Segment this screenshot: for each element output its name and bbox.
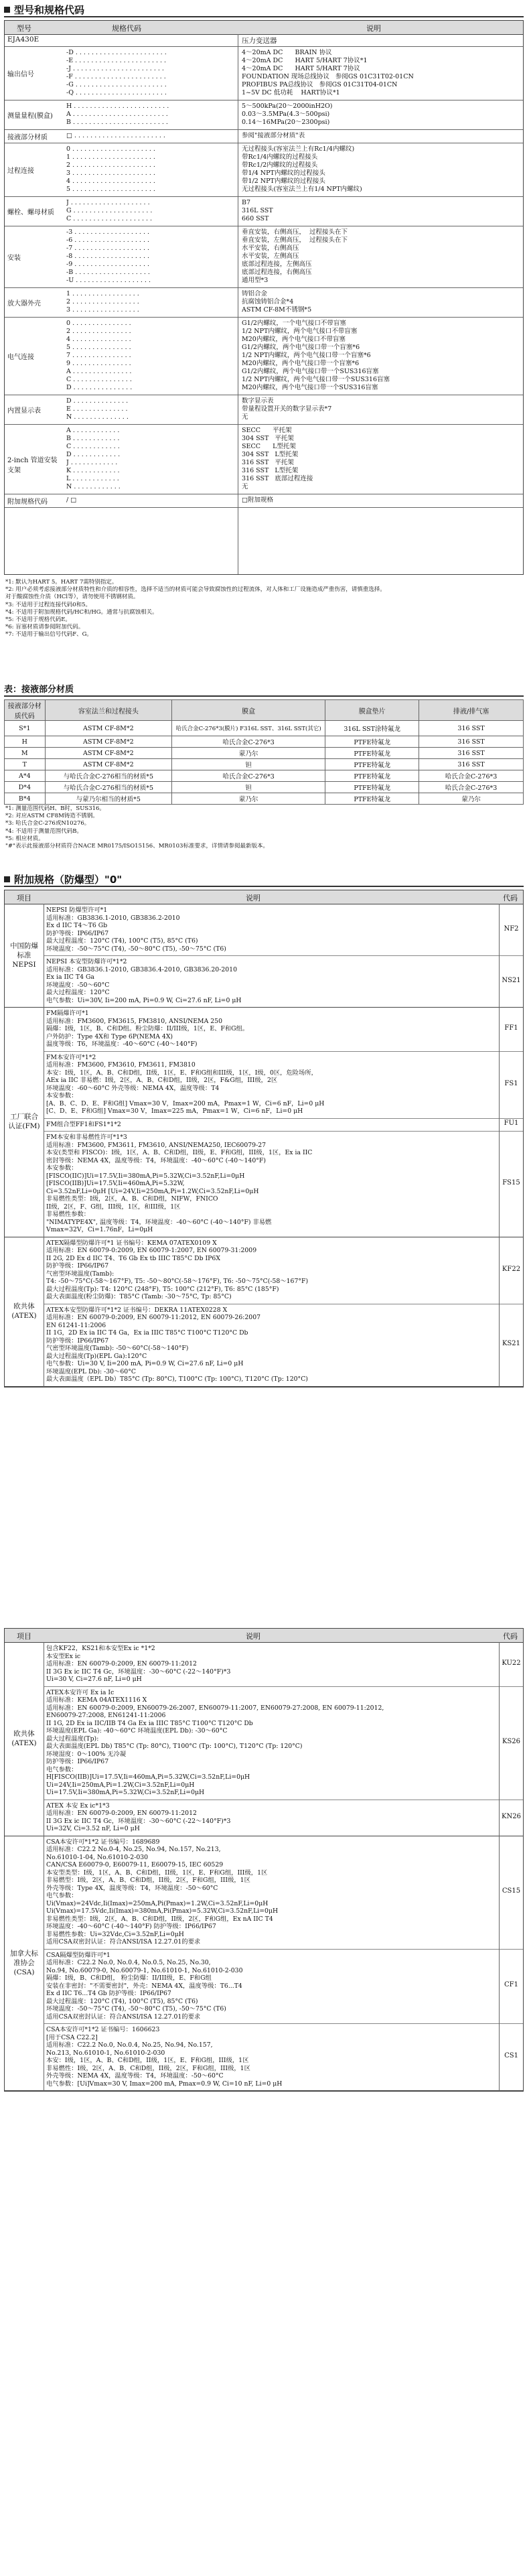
description-line: 环境温度：-50～75°C (T4), -50～80°C (T5), -50～75°C (T6) [46, 945, 226, 953]
description-line: 适用标准：GB3836.1-2010, GB3836.2-2010 [46, 914, 180, 922]
table-cell: 316L SST涂特氟龙 [325, 721, 419, 736]
footnote: *1: 测量范围代码H、B时，SUS316。 [5, 805, 105, 812]
column-header: 膜盒垫片 [325, 700, 419, 721]
row-label: 附加规格代码 [7, 498, 48, 506]
table-row [5, 287, 523, 318]
description-line: ATEX隔爆型防爆许可*1 证书编号：KEMA 07ATEX0109 X [46, 1239, 217, 1247]
description-line: II 3G Ex ic IIC T4 Gc，环境温度：-30～60°C (-22～140°F)*3 [46, 1668, 231, 1676]
option-code: KS26 [502, 1738, 521, 1745]
spec-codes: -3 . . . . . . . . . . . . . . . . . . . -6 . . . . . . . . . . . . . . . . . . . -7 . . . . . . . . . . . . . . . . . . . -8 . . . . . . . . . . . . . . . . . . . -9 . . . . . . . . . . . . . . . . . . . -B . . . . . . . . . . . . . . . . . . . -U . . . . . . . . . . . . . . . . . . . [66, 228, 151, 284]
table-cell: T [5, 759, 46, 770]
description-line: 适用标准：FM3600, FM3611, FM3610, ANSI/NEMA250, IEC60079-27 [46, 1141, 267, 1149]
table-row [5, 721, 524, 736]
description-line: FM隔爆许可*1 [46, 1010, 89, 1017]
table-cell: 蒙乃尔 [172, 793, 325, 805]
description-line: 最大表面温度(EPL Db) T85°C (Tp: 80°C), T100°C (Tp: 100°C), T120°C (Tp: 120°C) [46, 1743, 303, 1750]
description-line: FM组合型FF1和FS1*1*2 [46, 1120, 121, 1128]
description-line: ATEX 本安 Ex ic*1*3 [46, 1802, 110, 1810]
footnotes [5, 805, 522, 850]
description-line: 环境温度：-50～60°C [46, 981, 110, 989]
description-line: 适用标准：KEMA 04ATEX1116 X [46, 1696, 147, 1704]
bullet-square-icon [4, 7, 10, 13]
description-line: [A、B、C、D、E、F和G组] Vmax=30 V，Imax=200 mA，Pmax=1 W，Ci=6 nF，Li=0 μH [46, 1099, 325, 1107]
row-label: 输出信号 [7, 71, 34, 78]
footnote-nace: "#"表示此接液部分材质符合NACE MR0175/ISO15156、MR0103标准要求，详情请参阅最新版本。 [5, 843, 269, 850]
description-line: 安装在非密封："不需要密封"，外壳：NEMA 4X，温度等级：T6...T4 [46, 1982, 242, 1990]
row-divider [44, 1118, 523, 1119]
table-row [5, 424, 523, 494]
description-line: 防护等级：IP66/IP67 [46, 929, 109, 937]
description-line: Ex d IIC T4～T6 Gb [46, 922, 108, 929]
description-line: Vmax=32V，Ci=1.76nF，Li=0μH [46, 1226, 153, 1233]
row-label: 测量量程(膜盒) [7, 113, 53, 120]
footnote: *6: 盲塞材质请参阅附加代码。 [5, 624, 84, 631]
footnotes [5, 579, 522, 639]
table-cell: S*1 [5, 721, 46, 736]
section-title: 表：接液部分材质 [4, 685, 74, 695]
spec-description: 4～20mA DC BRAIN 协议 4～20mA DC HART 5/HART 7协议*1 4～20mA DC HART 5/HART 7协议 FOUNDATION 现场总线协议 参阅GS 01C31T02-01CN PROFIBUS PA总线协议 参阅GS 01C31T04-01CN 1~5V DC 低功耗 HART协议*1 [242, 49, 414, 96]
option-description [46, 958, 495, 1004]
option-description [46, 1054, 495, 1115]
table-cell: A*4 [5, 770, 46, 782]
row-divider [44, 1686, 523, 1687]
spec-codes: D . . . . . . . . . . . . . . E . . . . . . . . . . . . . . N . . . . . . . . . . . . . . [66, 397, 129, 421]
table-cell: PTFE特氟龙 [325, 770, 419, 782]
table-cell: 蒙乃尔 [172, 748, 325, 759]
option-code: CF1 [504, 1981, 518, 1989]
description-line: 非易燃性参数： [46, 1211, 90, 1218]
description-line: [用于CSA C22.2] [46, 2033, 98, 2041]
description-line: 环境温度：-60～60°C 外壳等级：NEMA 4X，温度等级：T4 [46, 1084, 220, 1092]
description-line: 户外防护：Type 4X和 Type 6P(NEMA 4X) [46, 1032, 173, 1040]
column-header: 排液/排气塞 [419, 700, 524, 721]
description-line: 温度等级：T6，环境温度：-40～60°C (-40～140°F) [46, 1040, 198, 1048]
spec-description: B7 316L SST 660 SST [242, 199, 273, 222]
table-cell: PTFE特氟龙 [325, 793, 419, 805]
footnote: *3: 不适用于过程连接代码0和5。 [5, 601, 92, 608]
description-line: 最大过程温度(Tp)(EPL Ga):120°C [46, 1352, 147, 1360]
table-row [5, 46, 523, 100]
spec-description: 数字显示表 带量程设置开关的数字显示表*7 无 [242, 397, 332, 421]
table-cell: PTFE特氟龙 [325, 782, 419, 793]
table-row [5, 793, 524, 805]
section-model-codes [4, 3, 524, 679]
description-line: 适用标准：FM3600, FM3615, FM3810, ANSI/NEMA 250 [46, 1017, 222, 1025]
table-row [5, 759, 524, 770]
description-line: 适用标准：C22.2 No.0-4, No.25, No.94, No.157, No.213, [46, 1846, 221, 1853]
table-cell: 316 SST [419, 736, 524, 748]
table-header: 项目 说明 代码 [5, 890, 523, 904]
divider [4, 886, 524, 887]
group-label: 中国防爆标准NEPSI [10, 942, 38, 969]
description-line: 环境温度(EPL Ga): -40～60°C 环境温度(EPL Db): -30～60°C [46, 1727, 228, 1735]
row-divider [44, 955, 523, 956]
description-line: 最大过程温度(Tp): [46, 1735, 99, 1743]
section-wetted-parts [4, 682, 524, 850]
row-divider [44, 2023, 523, 2024]
description-line: AEx ia IIC 非易燃：I级，2区，A、B、C和D组，II级，2区，F&G组，III级，2区 [46, 1077, 278, 1084]
description-line: 适用标准：EN 60079-0:2009, EN60079-26:2007, EN60079-11:2007, EN60079-27:2008, EN 60079-11:2012, [46, 1704, 384, 1712]
description-line: 环境温度：-50～75°C (T4), -50～80°C (T5), -50～75°C (T6) [46, 2005, 226, 2013]
spec-codes: 0 . . . . . . . . . . . . . . . . . . . . . 1 . . . . . . . . . . . . . . . . . . . . . 2 . . . . . . . . . . . . . . . . . . . . . 3 . . . . . . . . . . . . . . . . . . . . . 4 . . . . . . . . . . . . . . . . . . . . . 5 . . . . . . . . . . . . . . . . . . . . . [66, 145, 155, 193]
description-line: 非易燃性类型：I级，2区，A、B、C和D组，II级，2区，F和G组，Ex nA IIC T4 [46, 1915, 273, 1923]
option-code: KN26 [502, 1812, 521, 1820]
table-row-model: EJA430E 压力变送器 [5, 34, 523, 47]
description-line: Ui=30 V, Ci=27.6 nF, Li=0 μH [46, 1676, 142, 1683]
column-header: 容室法兰和过程接头 [45, 700, 171, 721]
description-line: 防护等级：IP66/IP67 [46, 1758, 109, 1765]
row-divider [44, 1949, 523, 1950]
section-title: 型号和规格代码 [4, 3, 84, 17]
option-description [46, 1010, 495, 1048]
description-line: 本安型Ex ic [46, 1652, 81, 1660]
description-line: Ui(Vmax)=17.5Vdc,Ii(Imax)=380mA,Pi(Pmax)=5.32W,Ci=3.52nF,Li=0μH [46, 1907, 279, 1915]
option-code: CS1 [504, 2052, 518, 2059]
row-label: 电气连接 [7, 354, 34, 361]
table-cell: M [5, 748, 46, 759]
footnote: *1: 默认为HART 5。HART 7需特别指定。 [5, 579, 118, 586]
description-line: Ci=3.52nF,Li=0μH [Ui=24V,Ii=250mA,Pi=1.2W,Ci=3.52nF,Li=0μH [46, 1187, 259, 1195]
footnote: *7: 不适用于输出信号代码F、G。 [5, 631, 92, 638]
table-cell: 316 SST [419, 759, 524, 770]
table-row [5, 770, 524, 782]
description-line: NEPSI 防爆型许可*1 [46, 906, 108, 914]
row-label: 内置显示表 [7, 407, 41, 415]
description-line: 本安：I级，1区，A、B、C和D组，II级，1区，E、F和G组，III级，1区 [46, 2057, 249, 2064]
table-cell: 与哈氏合金C-276相当的材质*5 [45, 770, 171, 782]
description-line: [FISCO(IIB)]Ui=17.5V,Ii=460mA,Pi=5.32W, [46, 1180, 185, 1187]
row-label: 2-inch 管道安装支架 [7, 457, 58, 474]
description-line: 非易燃性参数：Ui=32Vdc,Ci=3.52nF,Li=0μH [46, 1930, 184, 1938]
row-divider [44, 1131, 523, 1132]
table-header: 项目 说明 代码 [5, 1629, 523, 1643]
option-code: NS21 [502, 976, 521, 984]
description-line: ATEX本安许可 Ex ia Ic [46, 1688, 115, 1696]
spec-description: 参阅"接液部分材质"表 [242, 132, 305, 139]
description-line: "NIMATYPE4X", 温度等级：T4，环境温度：-40～60°C (-40～140°F) 非易燃 [46, 1218, 272, 1226]
description-line: 隔爆：I级，B、C和D组， 粉尘防爆：II/III级，E、F和G组 [46, 1974, 212, 1982]
option-code: FU1 [504, 1120, 519, 1128]
table-row [5, 226, 523, 288]
description-line: 最大表面温度(粉尘防爆)：T85°C (Tamb: -30～75°C, Tp: 85°C) [46, 1293, 232, 1300]
column-divider [499, 904, 500, 1387]
description-line: 非易燃性类型：I级，2区，A、B、C和D组，NIFW，FNICO [46, 1195, 218, 1203]
option-code: KF22 [502, 1265, 521, 1273]
description-line: FM本安许可*1*2 [46, 1053, 96, 1061]
row-label: 安装 [7, 255, 21, 262]
divider [4, 16, 524, 17]
description-line: 最大过程温度(Tp): T4: 120°C (248°F), T5: 100°C (212°F), T6: 85°C (185°F) [46, 1285, 279, 1293]
option-description [46, 1689, 495, 1797]
description-line: 本安：I级，1区，A、B、C和D组，II级，1区，E、F和G组和III级，1区，I级，0区，危险场所， [46, 1069, 317, 1077]
description-line: 气密型环境温度(Tamb): -50～60°C(-58～140°F) [46, 1345, 189, 1352]
option-code: NF2 [504, 925, 519, 933]
footnote: *2: 对应ASTM CF8M铸造不锈钢。 [5, 813, 98, 820]
spec-description: G1/2内螺纹，一个电气接口不带盲塞 1/2 NPT内螺纹，两个电气接口不带盲塞 M20内螺纹，两个电气接口不带盲塞 G1/2内螺纹，两个电气接口带一个盲塞*6 1/2 NPT内螺纹，两个电气接口带一个盲塞*6 M20内螺纹，两个电气接口带一个盲塞*6 G1/2内螺纹，两个电气接口带一个SUS316盲塞 1/2 NPT内螺纹，两个电气接口带一个SUS316盲塞 M20内螺纹，两个电气接口带一个SUS316盲塞 [242, 320, 390, 391]
ex-option-table [4, 890, 524, 1387]
description-line: Ui(Vmax)=24Vdc,Ii(Imax)=250mA,Pi(Pmax)=1.2W,Ci=3.52nF,Li=0μH [46, 1899, 269, 1907]
table-header [5, 21, 523, 35]
description-line: 外壳等级：NEMA 4X，温度等级：T4，环境温度：-50～60°C [46, 2072, 224, 2080]
table-cell: H [5, 736, 46, 748]
table-row [5, 748, 524, 759]
description-line: 电气参数：Ui=30 V, Ii=200 mA, Pi=0.9 W, Ci=27.6 nF, Li=0 μH [46, 1360, 244, 1367]
description-line: 适用标准：EN 60079-0:2009, EN 60079-1:2007, EN 60079-31:2009 [46, 1247, 257, 1254]
description-line: 电气参数：[Ui]Vmax=30 V, Imax=200 mA, Pmax=0.9 W, Ci=10 nF, Li=0 μH [46, 2080, 283, 2088]
description-line: Ui=17.5V,Ii=380mA,Pi=5.32W,Ci=3.52nF,Li=0μH [46, 1789, 205, 1796]
spec-description: SECC 平托架 304 SST 平托架 SECC L型托架 304 SST L型托架 316 SST 平托架 316 SST L型托架 316 SST 底部过程连接 无 [242, 427, 313, 490]
table-cell: 哈氏合金C-276*3 [172, 736, 325, 748]
wetted-material-table [4, 699, 524, 805]
description-line: FM本安和非易燃性许可*1*3 [46, 1134, 127, 1141]
group-label: 加拿大标准协会(CSA) [10, 1949, 38, 1976]
table-cell: 316 SST [419, 721, 524, 736]
table-row [5, 129, 523, 143]
description-line: 适用CSA双密封认证：符合ANSI/ISA 12.27.01的要求 [46, 2013, 201, 2021]
table-cell: ASTM CF-8M*2 [45, 721, 171, 736]
description-line: 本安参数： [46, 1164, 78, 1172]
spec-codes: 0 . . . . . . . . . . . . . . . 2 . . . . . . . . . . . . . . . 4 . . . . . . . . . . . . . . . 5 . . . . . . . . . . . . . . . 7 . . . . . . . . . . . . . . . 9 . . . . . . . . . . . . . . . A . . . . . . . . . . . . . . . C . . . . . . . . . . . . . . . D . . . . . . . . . . . . . . . [66, 320, 133, 391]
description-line: CSA本安许可*1*2 证书编号：1689689 [46, 1838, 160, 1846]
option-description [46, 1239, 495, 1301]
description-line: 防护等级：IP66/IP67 [46, 1337, 109, 1345]
option-code: KU22 [502, 1659, 521, 1667]
option-code: KS21 [502, 1340, 521, 1347]
table-cell: ASTM CF-8M*2 [45, 759, 171, 770]
description-line: II 3G Ex ic IIC T4 Gc，环境温度：-30～60°C (-22～140°F)*3 [46, 1817, 231, 1825]
table-cell: PTFE特氟龙 [325, 759, 419, 770]
spec-codes: H . . . . . . . . . . . . . . . . . . . . . . . . A . . . . . . . . . . . . . . . . . . . . . . . . B . . . . . . . . . . . . . . . . . . . . . . . . [66, 103, 169, 126]
option-code: FF1 [504, 1024, 518, 1032]
description-line: 适用标准：FM3600, FM3610, FM3611, FM3810 [46, 1061, 196, 1069]
description-line: 非易燃型：I级，2区，A、B、C和D组，II级，2区，F和G组，III级，1区 [46, 1877, 250, 1884]
row-label: 螺栓、螺母材质 [7, 209, 54, 216]
option-description [46, 906, 495, 953]
description-line: CSA本安许可*1*2 证书编号：1606623 [46, 2026, 160, 2033]
option-description [46, 1134, 495, 1234]
table-row [5, 317, 523, 395]
description-line: Ex ia IIC T4 Ga [46, 973, 94, 981]
option-description [46, 1952, 495, 2021]
spec-description: 5～500kPa(20～2000inH2O) 0.03～3.5MPa(4.3～500psi) 0.14～16MPa(20～2300psi) [242, 103, 333, 126]
table-cell: 316 SST [419, 748, 524, 759]
description-line: [C、D、E、F和G组] Vmax=30 V，Imax=225 mA，Pmax=1 W，Ci=6 nF，Li=0 μH [46, 1107, 303, 1115]
row-label: 接液部分材质 [7, 134, 48, 141]
table-cell: 哈氏合金C-276*3 [419, 770, 524, 782]
table-row [5, 736, 524, 748]
option-description [46, 1121, 495, 1129]
model-code-table [4, 20, 524, 575]
description-line: II 1G，2D Ex ia IIC T4 Ga，Ex ia IIIC T85°C T100°C T120°C Db [46, 1329, 248, 1337]
footnote: *5: 不适用于规格代码E。 [5, 616, 71, 624]
group-label: 欧共体(ATEX) [11, 1302, 37, 1320]
description-line: [FISCO(IIC)]Ui=17.5V,Ii=380mA,Pi=5.32W,Ci=3.52nF,Li=0μH [46, 1172, 245, 1180]
table-row [5, 494, 523, 508]
description-line: 环境温度(EPL Db): -30～60°C [46, 1367, 136, 1375]
spec-codes: / □ [66, 496, 77, 504]
description-line: EN 61241-11:2006 [46, 1321, 106, 1329]
ex-option-table-continued [4, 1628, 524, 2092]
footnote: *3: 哈氏合金C-276或N10276。 [5, 820, 90, 827]
footnote: 对于酸腐蚀性介质（HCl等），请勿使用不锈钢材质。 [5, 594, 139, 601]
description-line: 电气参数： [46, 1765, 78, 1773]
group-label: 欧共体(ATEX) [11, 1730, 37, 1748]
table-cell: PTFE特氟龙 [325, 748, 419, 759]
description-line: 隔爆：I级，1区，B、C和D组。粉尘防爆：II/III级，1区，E、F和G组。 [46, 1025, 249, 1032]
group-divider [5, 1386, 523, 1387]
column-divider [499, 1642, 500, 2091]
footnote: *4: 不适用于测量范围代码B。 [5, 827, 82, 835]
description-line: 本安参数： [46, 1092, 78, 1099]
description-line: 环境湿度：0～100% 无冷凝 [46, 1750, 127, 1758]
description-line: NEPSI 本安型防爆许可*1*2 [46, 958, 127, 965]
row-label: 过程连接 [7, 167, 34, 175]
description-line: 环境温度：-40～60°C (-40～140°F) 防护等级：IP66/IP67 [46, 1923, 216, 1930]
description-line: 本安型类型：I级，1区，A、B、C和D组，II级，1区，E、F和G组，III级，1区 [46, 1869, 268, 1877]
table-cell: B*4 [5, 793, 46, 805]
group-divider [5, 2090, 523, 2091]
footnote: *2: 用户必须考虑接液部分材质特性和介质的相容性，选择不适当的材质可能会导致腐蚀性的过程流体，对人体和工厂设施造成严重伤害，请慎重选择。 [5, 586, 386, 594]
table-row [5, 100, 523, 130]
spec-description: 垂直安装，右侧高压， 过程接头在下 垂直安装，左侧高压， 过程接头在下 水平安装，右侧高压 水平安装，左侧高压 底部过程连接，左侧高压 底部过程连接，右侧高压 通用型*3 [242, 228, 348, 284]
table-cell: 钽 [172, 782, 325, 793]
description-line: 密封等级：NEMA 4X，温度等级：T4，环境温度：-40～60°C (-40～140°F) [46, 1156, 266, 1164]
group-divider [5, 1007, 523, 1008]
option-description [46, 1645, 495, 1684]
table-cell: 哈氏合金C-276*3(膜片) F316L SST、316L SST(其它) [172, 721, 325, 736]
description-line: CAN/CSA E60079-0, E60079-11, E60079-15, IEC 60529 [46, 1861, 224, 1869]
table-cell: ASTM CF-8M*2 [45, 748, 171, 759]
description-line: EN60079-27:2008, EN61241-11:2006 [46, 1712, 166, 1719]
table-cell: ASTM CF-8M*2 [45, 736, 171, 748]
description-line: 电气参数： [46, 1892, 78, 1899]
description-line: No.213, No.61010-1, No.61010-2-030 [46, 2049, 165, 2057]
spec-codes: A . . . . . . . . . . . . B . . . . . . . . . . . . C . . . . . . . . . . . . D . . . . . . . . . . . . J . . . . . . . . . . . . K . . . . . . . . . . . . L . . . . . . . . . . . . N . . . . . . . . . . . . [66, 427, 121, 490]
option-description [46, 1802, 495, 1833]
column-header: 膜盒 [172, 700, 325, 721]
spec-codes: 1 . . . . . . . . . . . . . . . . . 2 . . . . . . . . . . . . . . . . . 3 . . . . . . . . . . . . . . . . . [66, 290, 139, 314]
option-code: FS15 [502, 1178, 520, 1187]
description-line: 适用CSA双密封认证：符合ANSI/ISA 12.27.01的要求 [46, 1938, 201, 1946]
description-line: 最大过程温度：120°C (T4), 100°C (T5), 85°C (T6) [46, 937, 198, 945]
spec-codes: -D . . . . . . . . . . . . . . . . . . . . . . . -E . . . . . . . . . . . . . . . . . . . . . . . -J . . . . . . . . . . . . . . . . . . . . . . . -F . . . . . . . . . . . . . . . . . . . . . . . -G . . . . . . . . . . . . . . . . . . . . . . . -Q . . . . . . . . . . . . . . . . . . . . . . . [66, 49, 167, 96]
description-line: 适用标准：GB3836.1-2010, GB3836.4-2010, GB3836.20-2010 [46, 965, 237, 973]
description-line: No.61010-1-04, No.61010-2-030 [46, 1853, 149, 1861]
bullet-square-icon [4, 876, 10, 882]
header-description: 说明 [366, 24, 381, 33]
description-line: 包含KF22，KS21和本安型Ex ic *1*2 [46, 1645, 155, 1652]
header-model: 型号 [17, 24, 31, 33]
table-cell: D*4 [5, 782, 46, 793]
header-spec-code: 规格代码 [112, 24, 141, 33]
table-row [5, 782, 524, 793]
spec-description: 铸铝合金 抗腐蚀铸铝合金*4 ASTM CF-8M不锈钢*5 [242, 290, 312, 314]
description-line: No.94, No.60079-0, No.60079-1, No.61010-1, No.61010-2-030 [46, 1966, 243, 1974]
description-line: 最大过程温度：120°C (T4), 100°C (T5), 85°C (T6) [46, 1997, 198, 2005]
table-cell: 与蒙乃尔相当的材质*5 [45, 793, 171, 805]
description-line: II 2G, 2D Ex d IIC T4、T6 Gb Ex tb IIIC T85°C Db IP6X [46, 1254, 220, 1262]
table-cell: 钽 [172, 759, 325, 770]
divider [4, 695, 524, 697]
table-row [5, 196, 523, 226]
description-line: 最大过程温度：120°C [46, 989, 110, 996]
table-cell: 哈氏合金C-276*3 [172, 770, 325, 782]
description-line: 适用标准：EN 60079-0:2009, EN 60079-11:2012 [46, 1810, 197, 1817]
description-line: Ex d IIC T6...T4 Gb 防护等级：IP66/IP67 [46, 1990, 171, 1997]
description-line: 防护等级：IP66/IP67 [46, 1262, 109, 1270]
description-line: T4: -50～75°C(-58～167°F), T5: -50～80°C(-58～176°F), T6: -50～75°C(-58～167°F) [46, 1278, 309, 1285]
description-line: Ui=32V, Ci=3.52 nF, Li=0 μH [46, 1825, 140, 1832]
description-line: 外壳等级：Type 4X，温度等级：T4，环境温度：-50～60°C [46, 1884, 218, 1892]
description-line: 气密型环境温度(Tamb): [46, 1270, 115, 1278]
group-label: 工厂联合认证(FM) [8, 1113, 40, 1131]
row-label: 放大器外壳 [7, 300, 41, 308]
description-line: H[FISCO(IIB)]Ui=17.5V,Ii=460mA,Pi=5.32W,Ci=3.52nF,Li=0μH [46, 1773, 250, 1781]
spec-description: 无过程接头(容室法兰上有Rc1/4内螺纹) 带Rc1/4内螺纹的过程接头 带Rc1/2内螺纹的过程接头 带1/4 NPT内螺纹的过程接头 带1/2 NPT内螺纹的过程接头 无过程接头(容室法兰上有1/4 NPT内螺纹) [242, 145, 362, 193]
table-row [5, 143, 523, 197]
section-ex-options [4, 872, 524, 1609]
footnote: *4: 不适用于附加规格代码/HC和/HG。通常与抗腐蚀相关。 [5, 608, 158, 616]
description-line: 适用标准：EN 60079-0:2009, EN 60079-11:2012, EN 60079-26:2007 [46, 1314, 261, 1321]
description-line: II 1G, 2D Ex ia IIC/IIB T4 Ga Ex ia IIIC T85°C T100°C T120°C Db [46, 1719, 253, 1727]
description-line: II级，2区，F、G组，III级，1区，和III级，1区 [46, 1203, 181, 1211]
row-divider [44, 1051, 523, 1052]
spec-codes: J . . . . . . . . . . . . . . . . . . . . G . . . . . . . . . . . . . . . . . . . . C . . . . . . . . . . . . . . . . . . . . [66, 199, 153, 222]
table-cell: 与哈氏合金C-276相当的材质*5 [45, 782, 171, 793]
option-code: CS15 [502, 1887, 521, 1895]
section-ex-options-continued [4, 1628, 524, 2573]
table-row [5, 395, 523, 425]
description-line: ATEX本安型防爆许可*1*2 证书编号：DEKRA 11ATEX0228 X [46, 1306, 228, 1314]
description-line: 电气参数：Ui=30V, Ii=200 mA, Pi=0.9 W, Ci=27.6 nF, Li=0 μH [46, 996, 242, 1004]
description-line: CSA隔爆型防爆许可*1 [46, 1951, 110, 1959]
option-description [46, 2026, 495, 2088]
option-description [46, 1306, 495, 1383]
option-description [46, 1838, 495, 1946]
section-title: 附加规格（防爆型）"0" [4, 872, 122, 886]
description-line: 适用标准：EN 60079-0:2009, EN 60079-11:2012 [46, 1660, 197, 1668]
option-code: FS1 [504, 1079, 518, 1087]
spec-description: □附加规格 [242, 496, 273, 504]
table-cell: 哈氏合金C-276*3 [419, 782, 524, 793]
column-header: 接液部分材质代码 [5, 700, 46, 721]
table-cell: 蒙乃尔 [419, 793, 524, 805]
description-line: Ui=24V,Ii=250mA,Pi=1.2W,Ci=3.52nF,Li=0μH [46, 1781, 195, 1789]
footnote: *5: 相应材质。 [5, 835, 44, 842]
description-line: 适用标准：C22.2 No.0, No.0.4, No.0.5, No.25, No.30, [46, 1959, 211, 1966]
table-cell: PTFE特氟龙 [325, 736, 419, 748]
description-line: 非易燃性：I级，2区，A、B、C和D组，II级，2区，F和G组，III级，1区 [46, 2064, 250, 2072]
description-line: 适用标准：C22.2 No.0, No.0.4, No.25, No.94, No.157, [46, 2041, 213, 2049]
spec-codes: □ . . . . . . . . . . . . . . . . . . . . . . . [66, 132, 165, 139]
description-line: 最大表面温度（EPL Db）T85°C (Tp: 80°C), T100°C (Tp: 100°C), T120°C (Tp: 120°C) [46, 1375, 308, 1383]
description-line: 本安(类型和 FISCO)：I级，1区，A、B、C和D组，II级，E、F和G组，III级，1区，Ex ia IIC [46, 1149, 313, 1156]
